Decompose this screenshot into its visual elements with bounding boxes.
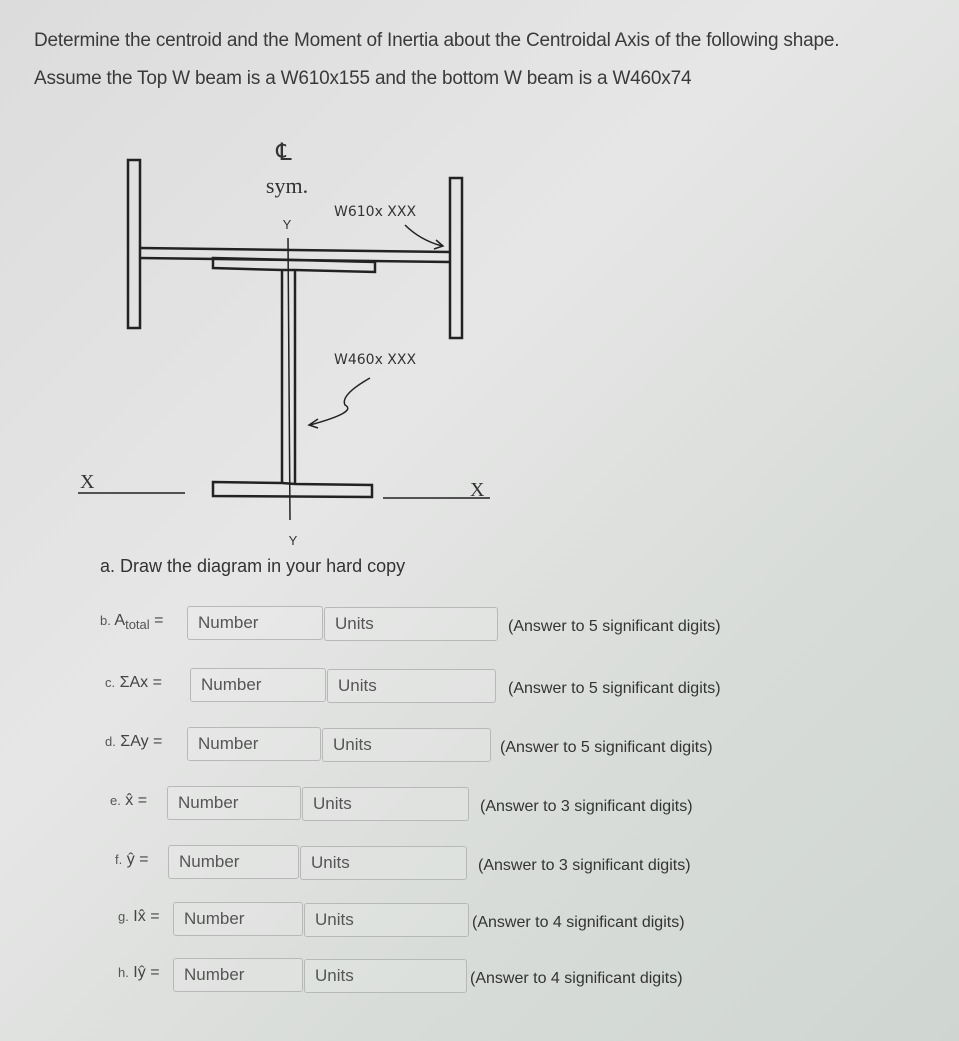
iy-units-input[interactable] bbox=[304, 959, 467, 993]
iy-number-input[interactable] bbox=[173, 958, 303, 992]
units-placeholder: Units bbox=[313, 794, 352, 813]
row-prefix: c. bbox=[105, 675, 116, 690]
a-total-units-input[interactable] bbox=[324, 607, 498, 641]
a-total-label bbox=[100, 612, 163, 632]
a-total-number-input[interactable] bbox=[187, 606, 323, 640]
units-placeholder: Units bbox=[315, 910, 354, 929]
x-axis-right-label: X bbox=[470, 479, 485, 501]
y-axis-bottom-label: Y bbox=[288, 533, 298, 548]
sum-ax-units-input[interactable] bbox=[327, 669, 496, 703]
row-prefix: g. bbox=[118, 909, 129, 924]
a-total-precision-note: (Answer to 5 significant digits) bbox=[508, 618, 721, 635]
ix-precision-note: (Answer to 4 significant digits) bbox=[472, 914, 685, 931]
x-bar-units-input[interactable] bbox=[302, 787, 469, 821]
row-equals: = bbox=[148, 733, 163, 750]
x-bar-number-input[interactable] bbox=[167, 786, 301, 820]
top-beam-right-flange bbox=[450, 178, 462, 338]
number-placeholder: Number bbox=[184, 965, 245, 984]
sum-ax-number-input[interactable] bbox=[190, 668, 326, 702]
number-placeholder: Number bbox=[179, 852, 240, 871]
bottom-beam-label: W460x XXX bbox=[334, 352, 417, 368]
sum-ay-label bbox=[105, 733, 162, 751]
number-placeholder: Number bbox=[201, 675, 262, 694]
units-placeholder: Units bbox=[333, 735, 372, 754]
question-line-2: Assume the Top W beam is a W610x155 and the bottom W beam is a W460x74 bbox=[34, 68, 692, 89]
y-bar-precision-note: (Answer to 3 significant digits) bbox=[478, 857, 691, 874]
sym-label: sym. bbox=[265, 173, 309, 198]
y-bar-number-input[interactable] bbox=[168, 845, 299, 879]
row-symbol: Iŷ bbox=[133, 964, 146, 981]
part-a-instruction: a. Draw the diagram in your hard copy bbox=[100, 556, 406, 576]
number-placeholder: Number bbox=[178, 793, 239, 812]
y-bar-label bbox=[115, 851, 148, 869]
x-bar-precision-note: (Answer to 3 significant digits) bbox=[480, 798, 693, 815]
sum-ay-number-input[interactable] bbox=[187, 727, 321, 761]
top-beam-web bbox=[140, 248, 450, 252]
y-bar-units-input[interactable] bbox=[300, 846, 467, 880]
sum-ax-label bbox=[105, 674, 162, 692]
bottom-beam-bottom-flange bbox=[213, 482, 372, 497]
sum-ax-precision-note: (Answer to 5 significant digits) bbox=[508, 680, 721, 697]
x-axis-left-label: X bbox=[80, 471, 95, 493]
ix-number-input[interactable] bbox=[173, 902, 303, 936]
top-beam-label: W610x XXX bbox=[334, 204, 417, 220]
y-axis-line bbox=[288, 238, 290, 520]
units-placeholder: Units bbox=[311, 853, 350, 872]
row-prefix: f. bbox=[115, 852, 123, 867]
y-axis-top-label: Y bbox=[282, 217, 292, 232]
row-symbol: ΣAx bbox=[119, 674, 149, 691]
question-line-1: Determine the centroid and the Moment of Inertia about the Centroidal Axis of the following shape. bbox=[34, 30, 840, 51]
row-equals: = bbox=[145, 908, 160, 925]
row-prefix: h. bbox=[118, 965, 129, 980]
bottom-beam-arrow bbox=[310, 378, 370, 425]
number-placeholder: Number bbox=[198, 613, 259, 632]
row-prefix: d. bbox=[105, 734, 116, 749]
x-bar-label bbox=[110, 792, 147, 810]
row-symbol: A bbox=[114, 612, 126, 629]
ix-label bbox=[118, 908, 160, 926]
row-subscript: total bbox=[125, 617, 150, 633]
ix-units-input[interactable] bbox=[304, 903, 469, 937]
sum-ay-precision-note: (Answer to 5 significant digits) bbox=[500, 739, 713, 756]
iy-label bbox=[118, 964, 160, 982]
units-placeholder: Units bbox=[315, 966, 354, 985]
row-equals: = bbox=[149, 612, 164, 629]
centerline-symbol: ℄ bbox=[276, 138, 292, 166]
sum-ay-units-input[interactable] bbox=[322, 728, 491, 762]
top-beam-arrow bbox=[405, 225, 442, 246]
number-placeholder: Number bbox=[184, 909, 245, 928]
row-symbol: ΣAy bbox=[120, 733, 149, 750]
row-equals: = bbox=[134, 851, 149, 868]
top-beam-left-flange bbox=[128, 160, 140, 328]
row-symbol: x̂ bbox=[125, 792, 134, 809]
units-placeholder: Units bbox=[338, 676, 377, 695]
row-symbol: Ix̂ bbox=[133, 908, 146, 925]
iy-precision-note: (Answer to 4 significant digits) bbox=[470, 970, 683, 987]
number-placeholder: Number bbox=[198, 734, 259, 753]
row-equals: = bbox=[148, 674, 162, 691]
units-placeholder: Units bbox=[335, 614, 374, 633]
row-equals: = bbox=[145, 964, 160, 981]
row-prefix: e. bbox=[110, 793, 121, 808]
row-equals: = bbox=[133, 792, 148, 809]
row-symbol: ŷ bbox=[126, 851, 135, 868]
row-prefix: b. bbox=[100, 613, 111, 628]
